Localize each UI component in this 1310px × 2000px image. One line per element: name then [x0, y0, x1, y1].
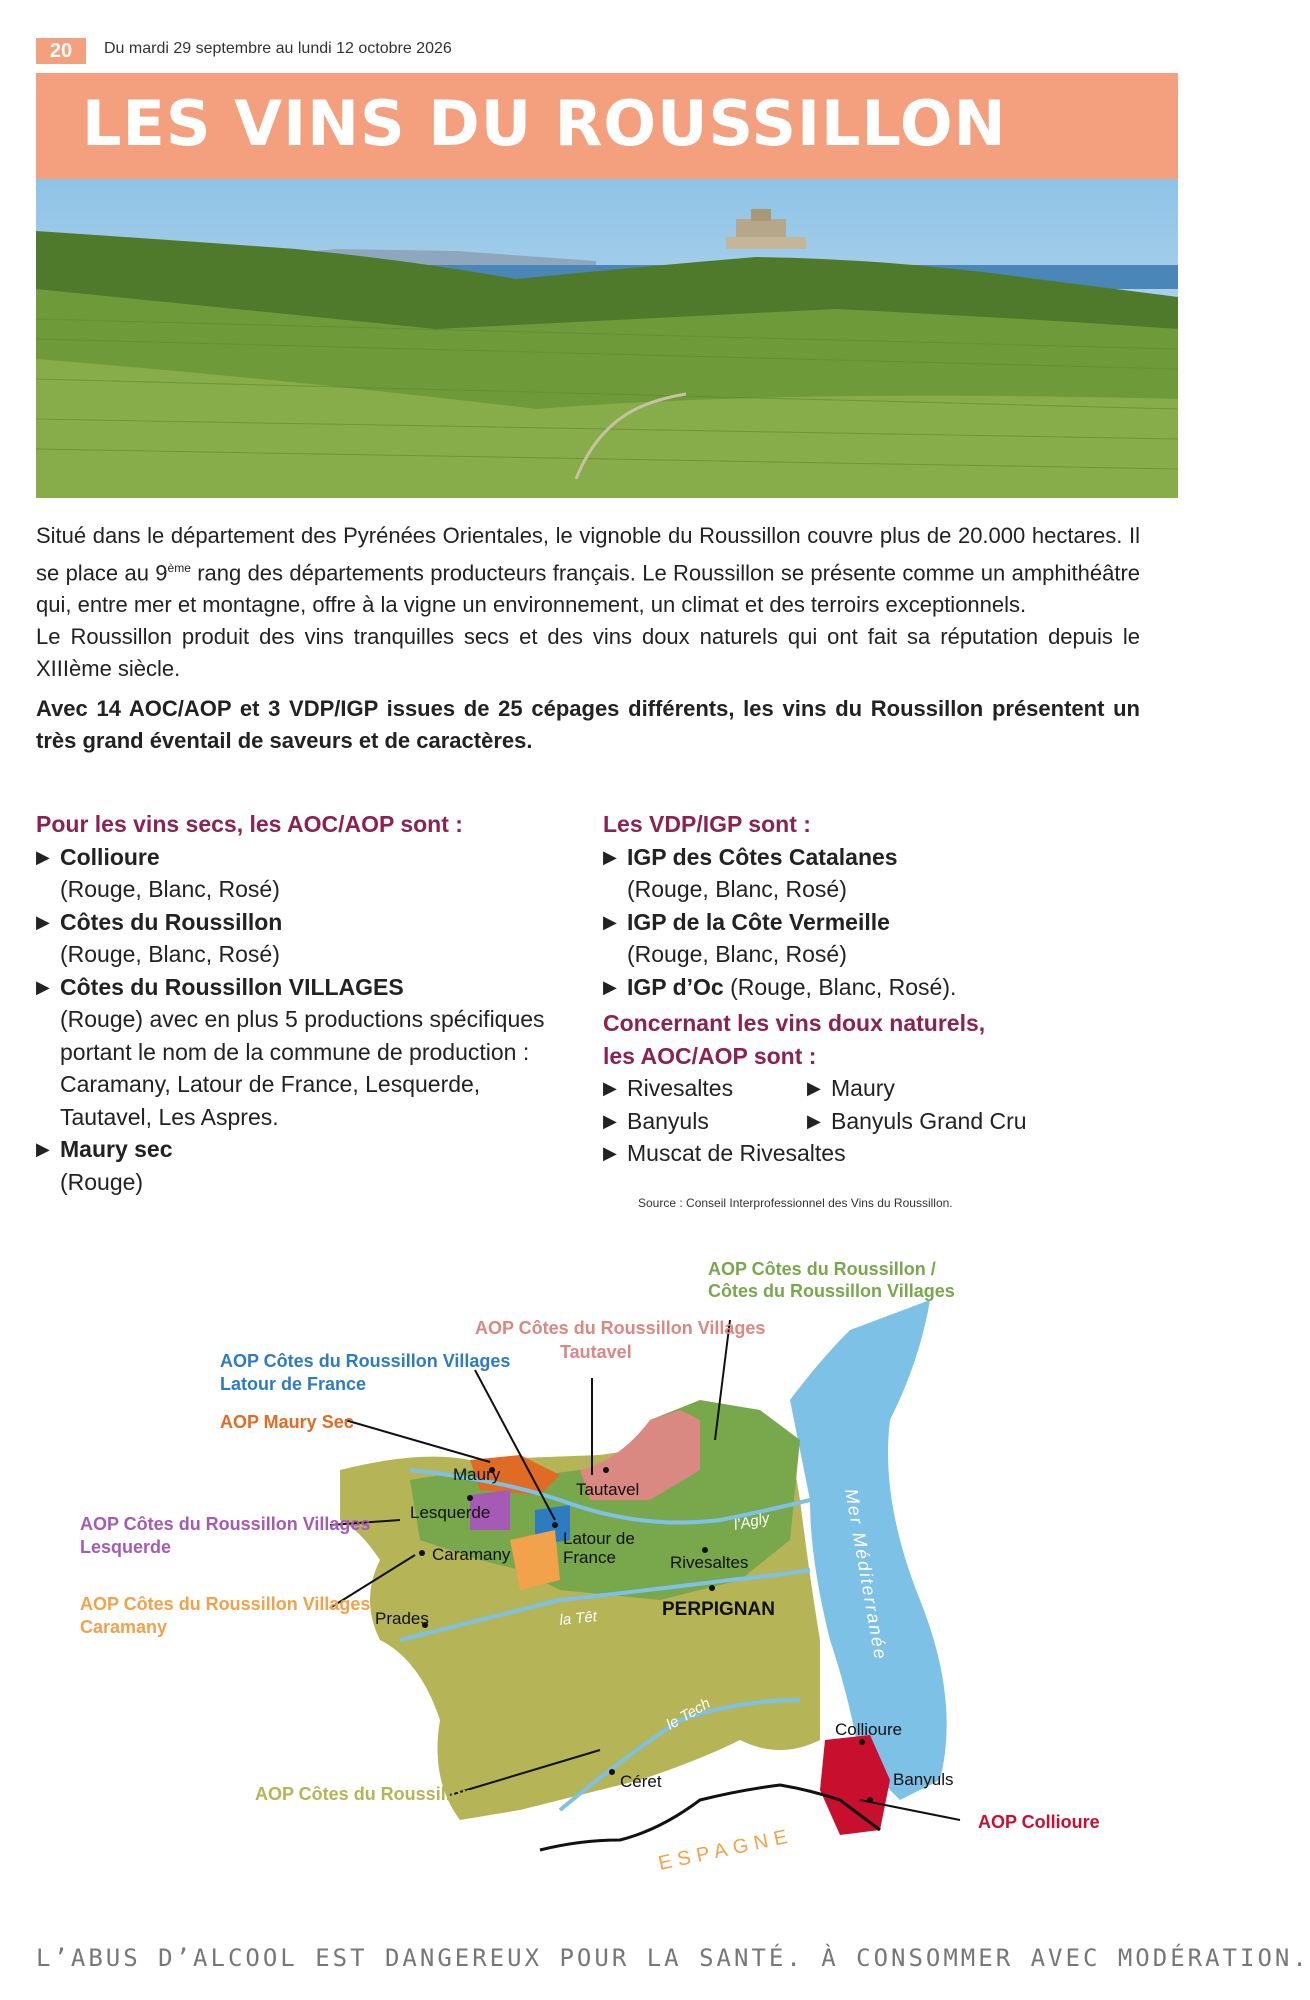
label-latour-2: Latour de France: [220, 1374, 367, 1394]
vineyard-photo: [36, 179, 1178, 498]
sea-label: Mer Méditerranée: [841, 1487, 891, 1663]
sweet-row: [603, 1072, 1143, 1105]
wine-region-map: [0, 1235, 1178, 1875]
list-item: ▶ IGP d’Oc (Rouge, Blanc, Rosé).: [603, 971, 1143, 1004]
sweet-wines-heading: Concernant les vins doux naturels, les AOC/AOP sont :: [603, 1010, 986, 1069]
label-maury-sec: AOP Maury Sec: [220, 1412, 354, 1432]
spain-label: ESPAGNE: [656, 1824, 796, 1875]
health-warning: L’ABUS D’ALCOOL EST DANGEREUX POUR LA SANTÉ. À CONSOMMER AVEC MODÉRATION.: [36, 1944, 1310, 1972]
triangle-bullet-icon: ▶: [36, 911, 50, 932]
label-collioure-aop: AOP Collioure: [978, 1812, 1100, 1832]
intro-text: [36, 520, 1140, 757]
triangle-bullet-icon: ▶: [807, 1110, 821, 1131]
vdp-section: [603, 808, 1143, 1170]
place-maury: Maury: [453, 1465, 501, 1484]
list-item: ▶ Maury sec (Rouge): [36, 1133, 576, 1198]
place-latour-2: France: [563, 1548, 616, 1567]
dry-wines-heading: Pour les vins secs, les AOC/AOP sont :: [36, 811, 463, 837]
place-collioure: Collioure: [835, 1720, 903, 1739]
place-tautavel: Tautavel: [576, 1480, 640, 1499]
dry-wines-section: [36, 808, 576, 1198]
triangle-bullet-icon: ▶: [603, 1078, 617, 1098]
river-label-agly: l’Agly: [732, 1509, 771, 1534]
triangle-bullet-icon: ▶: [603, 1110, 617, 1131]
triangle-bullet-icon: ▶: [603, 976, 617, 997]
list-item: ▶ Banyuls: [603, 1105, 807, 1138]
triangle-bullet-icon: ▶: [807, 1078, 821, 1098]
label-lesquerde-2: Lesquerde: [80, 1537, 172, 1557]
list-item: ▶ IGP des Côtes Catalanes (Rouge, Blanc, Rosé): [603, 841, 1143, 906]
river-label-tech: le Tech: [663, 1694, 714, 1734]
triangle-bullet-icon: ▶: [36, 846, 50, 867]
source-note: Source : Conseil Interprofessionnel des Vins du Roussillon.: [638, 1196, 953, 1210]
list-item: ▶ IGP de la Côte Vermeille (Rouge, Blanc, Rosé): [603, 906, 1143, 971]
list-item: ▶ Muscat de Rivesaltes: [603, 1137, 1143, 1170]
title-banner: [36, 73, 1178, 179]
place-perpignan: PERPIGNAN: [662, 1599, 775, 1620]
page-number: 20: [36, 38, 86, 64]
triangle-bullet-icon: ▶: [603, 846, 617, 867]
triangle-bullet-icon: ▶: [603, 1143, 617, 1163]
intro-paragraph-1: Situé dans le département des Pyrénées Orientales, le vignoble du Roussillon couvre plus de 20.000 hectares. Il se place au 9ème rang des départements producteurs français. Le Roussillon se présente comme un amphithéâtre qui, entre mer et montagne, offre à la vigne un environnement, un climat et des terroirs exceptionnels.: [36, 523, 1141, 618]
river-label-tet: la Têt: [558, 1608, 598, 1629]
place-banyuls: Banyuls: [893, 1770, 954, 1789]
place-lesquerde: Lesquerde: [410, 1503, 491, 1522]
label-caramany: AOP Côtes du Roussillon Villages: [80, 1594, 371, 1614]
triangle-bullet-icon: ▶: [36, 1139, 50, 1159]
triangle-bullet-icon: ▶: [603, 911, 617, 932]
label-lesquerde: AOP Côtes du Roussillon Villages: [80, 1514, 371, 1534]
page-title: LES VINS DU ROUSSILLON: [82, 87, 1007, 160]
label-tautavel: AOP Côtes du Roussillon Villages: [475, 1318, 766, 1338]
intro-paragraph-2: Le Roussillon produit des vins tranquilles secs et des vins doux naturels qui ont fait sa réputation depuis le XIIIème siècle.: [36, 624, 1140, 682]
label-caramany-2: Caramany: [80, 1617, 168, 1637]
list-item: ▶ Côtes du Roussillon VILLAGES (Rouge) avec en plus 5 productions spécifiques portant le nom de la commune de production : Caramany, Latour de France, Lesquerde, Tautavel, Les Aspres.: [36, 971, 576, 1134]
list-item: ▶ Banyuls Grand Cru: [807, 1105, 1091, 1138]
label-latour: AOP Côtes du Roussillon Villages: [220, 1351, 511, 1371]
label-cdr: AOP Côtes du Roussillon: [255, 1784, 473, 1804]
triangle-bullet-icon: ▶: [36, 976, 50, 997]
place-caramany: Caramany: [432, 1545, 511, 1564]
list-item: ▶ Maury: [807, 1072, 1011, 1105]
vdp-heading: Les VDP/IGP sont :: [603, 811, 811, 837]
place-ceret: Céret: [620, 1772, 662, 1791]
date-line: Du mardi 29 septembre au lundi 12 octobre 2026: [104, 40, 452, 57]
list-item: ▶ Rivesaltes: [603, 1072, 807, 1105]
list-item: ▶ Collioure (Rouge, Blanc, Rosé): [36, 841, 576, 906]
label-cdr-villages-2: Côtes du Roussillon Villages: [708, 1281, 955, 1301]
intro-paragraph-3: Avec 14 AOC/AOP et 3 VDP/IGP issues de 25 cépages différents, les vins du Roussillon présentent un très grand éventail de saveurs et de caractères.: [36, 696, 1140, 754]
label-tautavel-2: Tautavel: [560, 1342, 632, 1362]
label-cdr-villages: AOP Côtes du Roussillon /: [708, 1259, 936, 1279]
place-rivesaltes: Rivesaltes: [670, 1553, 749, 1572]
place-prades: Prades: [375, 1609, 429, 1628]
place-latour: Latour de: [563, 1529, 635, 1548]
sweet-row: [603, 1105, 1143, 1138]
list-item: ▶ Côtes du Roussillon (Rouge, Blanc, Rosé): [36, 906, 576, 971]
